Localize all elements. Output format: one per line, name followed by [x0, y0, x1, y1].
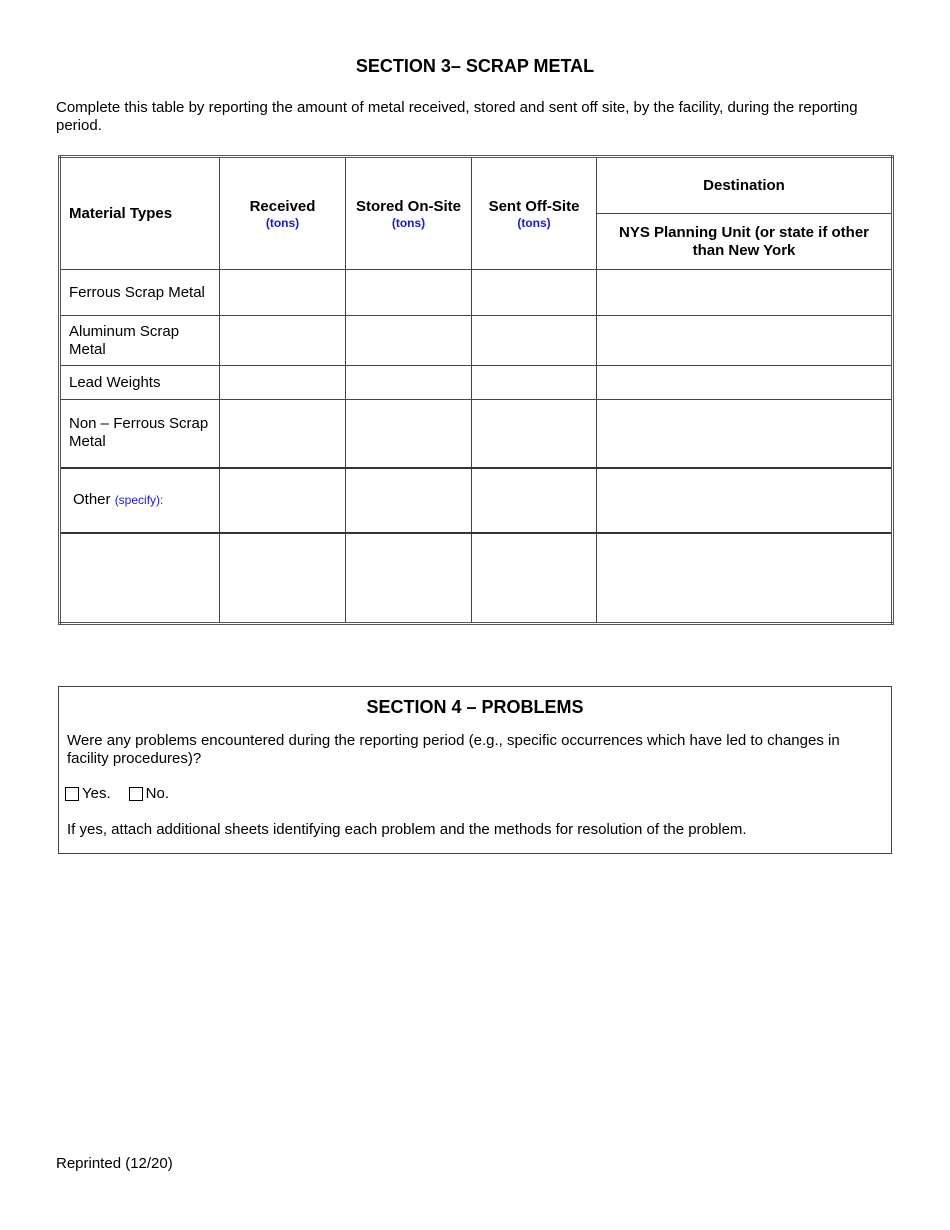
- received-cell[interactable]: [220, 270, 346, 316]
- reprinted-footer: Reprinted (12/20): [56, 1155, 173, 1172]
- row-label-ferrous: Ferrous Scrap Metal: [60, 270, 220, 316]
- table-row: [60, 468, 893, 533]
- destination-cell[interactable]: [597, 533, 893, 624]
- section3-title: SECTION 3– SCRAP METAL: [355, 56, 595, 76]
- stored-cell[interactable]: [346, 316, 472, 366]
- sent-cell[interactable]: [472, 533, 597, 624]
- yes-label: Yes.: [82, 785, 111, 802]
- scrap-metal-table: [58, 155, 894, 625]
- section4-note: If yes, attach additional sheets identifying each problem and the methods for resolution of the problem.: [67, 821, 747, 838]
- received-cell[interactable]: [220, 533, 346, 624]
- yes-option[interactable]: [65, 785, 111, 803]
- other-specify-cell[interactable]: [60, 533, 220, 624]
- problems-checkbox-group: [65, 785, 187, 803]
- destination-cell[interactable]: [597, 270, 893, 316]
- received-cell[interactable]: [220, 400, 346, 468]
- row-label-lead: Lead Weights: [60, 366, 220, 400]
- received-cell[interactable]: [220, 316, 346, 366]
- row-label-other: [60, 468, 220, 533]
- header-received-unit: (tons): [265, 215, 300, 230]
- table-row: [60, 400, 893, 468]
- table-row: [60, 316, 893, 366]
- destination-cell[interactable]: [597, 468, 893, 533]
- no-checkbox[interactable]: [129, 787, 143, 801]
- header-sent-label: Sent Off-Site: [488, 197, 580, 215]
- section4-box: [58, 686, 892, 854]
- stored-cell[interactable]: [346, 270, 472, 316]
- row-label-nonferrous: Non – Ferrous Scrap Metal: [60, 400, 220, 468]
- other-label: Other: [73, 491, 111, 508]
- section3-instructions: Complete this table by reporting the amount of metal received, stored and sent off site, by the facility, during the reporting period.: [56, 99, 858, 134]
- sent-cell[interactable]: [472, 400, 597, 468]
- stored-cell[interactable]: [346, 400, 472, 468]
- sent-cell[interactable]: [472, 468, 597, 533]
- header-material-types: Material Types: [60, 157, 220, 270]
- header-received: [220, 157, 346, 270]
- header-stored-unit: (tons): [391, 215, 426, 230]
- received-cell[interactable]: [220, 366, 346, 400]
- header-destination: Destination: [597, 157, 893, 214]
- yes-checkbox[interactable]: [65, 787, 79, 801]
- no-label: No.: [145, 785, 169, 802]
- section4-title: SECTION 4 – PROBLEMS: [366, 697, 584, 717]
- destination-cell[interactable]: [597, 366, 893, 400]
- header-sent-unit: (tons): [517, 215, 551, 230]
- stored-cell[interactable]: [346, 468, 472, 533]
- other-specify-hint: (specify):: [114, 493, 164, 507]
- stored-cell[interactable]: [346, 366, 472, 400]
- header-stored-label: Stored On-Site: [355, 197, 461, 215]
- table-header-row: [60, 157, 893, 214]
- header-stored: [346, 157, 472, 270]
- row-label-aluminum: Aluminum Scrap Metal: [60, 316, 220, 366]
- header-destination-sub: NYS Planning Unit (or state if other than New York: [597, 214, 893, 270]
- received-cell[interactable]: [220, 468, 346, 533]
- header-sent: [472, 157, 597, 270]
- sent-cell[interactable]: [472, 270, 597, 316]
- header-received-label: Received: [249, 197, 316, 215]
- table-row: [60, 366, 893, 400]
- sent-cell[interactable]: [472, 366, 597, 400]
- table-row: [60, 533, 893, 624]
- destination-cell[interactable]: [597, 316, 893, 366]
- sent-cell[interactable]: [472, 316, 597, 366]
- destination-cell[interactable]: [597, 400, 893, 468]
- table-row: [60, 270, 893, 316]
- no-option[interactable]: [129, 785, 169, 803]
- section4-question: Were any problems encountered during the reporting period (e.g., specific occurrences which have led to changes in facility procedures)?: [67, 732, 840, 767]
- stored-cell[interactable]: [346, 533, 472, 624]
